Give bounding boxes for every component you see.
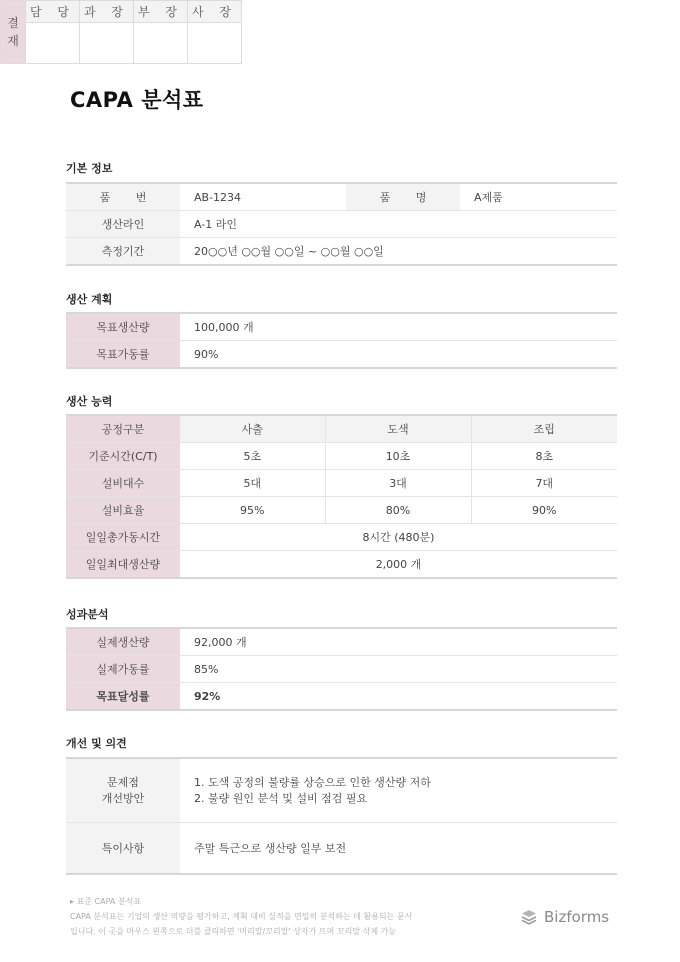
daily-max-value[interactable]: 2,000 개 [180, 551, 617, 579]
footer-line: CAPA 분석표는 기업의 생산 역량을 평가하고, 계획 대비 실적을 면밀히 분석하는 데 활용되는 문서 [70, 912, 413, 921]
approval-side-label: 결 재 [1, 1, 26, 64]
issue-value[interactable] [180, 758, 617, 823]
issue-label-line: 문제점 [107, 775, 139, 789]
cycle-value[interactable]: 5초 [180, 443, 325, 470]
item-no-label: 품 번 [66, 183, 180, 211]
approval-role: 부 장 [134, 1, 188, 23]
process-header: 도색 [325, 415, 471, 443]
eff-label: 설비효율 [66, 497, 180, 524]
approval-role: 과 장 [80, 1, 134, 23]
achieve-label: 목표달성률 [66, 683, 180, 711]
issue-line: 1. 도색 공정의 불량률 상승으로 인한 생산량 저하 [194, 775, 431, 789]
stack-icon [520, 908, 538, 926]
note-label: 특이사항 [66, 823, 180, 875]
target-qty-label: 목표생산량 [66, 313, 180, 341]
eff-value[interactable]: 95% [180, 497, 325, 524]
signature-cell[interactable] [26, 23, 80, 64]
page-title: CAPA 분석표 [70, 88, 204, 112]
cycle-value[interactable]: 8초 [471, 443, 617, 470]
daily-time-label: 일일총가동시간 [66, 524, 180, 551]
performance-table [66, 627, 617, 711]
section-performance: 성과분석 [66, 608, 109, 621]
equip-label: 설비대수 [66, 470, 180, 497]
improvement-table [66, 757, 617, 875]
issue-line: 2. 불량 원인 분석 및 설비 점검 필요 [194, 791, 368, 805]
actual-rate-value[interactable]: 85% [180, 656, 617, 683]
process-label: 공정구분 [66, 415, 180, 443]
approval-role: 사 장 [188, 1, 242, 23]
section-improvement: 개선 및 의견 [66, 737, 127, 750]
basic-info-table [66, 182, 617, 266]
footer-title: ▸ 표준 CAPA 분석표 [70, 894, 412, 909]
approval-box [0, 0, 242, 64]
eff-value[interactable]: 80% [325, 497, 471, 524]
signature-cell[interactable] [80, 23, 134, 64]
daily-time-value[interactable]: 8시간 (480분) [180, 524, 617, 551]
item-name-label: 품 명 [346, 183, 460, 211]
section-plan: 생산 계획 [66, 293, 113, 306]
target-qty-value[interactable]: 100,000 개 [180, 313, 617, 341]
item-no-value[interactable]: AB-1234 [180, 183, 346, 211]
cycle-label: 기준시간(C/T) [66, 443, 180, 470]
actual-qty-label: 실제생산량 [66, 628, 180, 656]
item-name-value[interactable]: A제품 [460, 183, 617, 211]
capacity-table [66, 414, 617, 579]
signature-cell[interactable] [188, 23, 242, 64]
process-header: 사출 [180, 415, 325, 443]
footer [70, 894, 412, 939]
signature-cell[interactable] [134, 23, 188, 64]
approval-role: 담 당 [26, 1, 80, 23]
issue-label [66, 758, 180, 823]
line-label: 생산라인 [66, 211, 180, 238]
period-label: 측정기간 [66, 238, 180, 266]
equip-value[interactable]: 5대 [180, 470, 325, 497]
target-rate-value[interactable]: 90% [180, 341, 617, 369]
section-capacity: 생산 능력 [66, 395, 113, 408]
actual-rate-label: 실제가동률 [66, 656, 180, 683]
bizforms-logo [520, 908, 609, 926]
daily-max-label: 일일최대생산량 [66, 551, 180, 579]
period-value[interactable]: 20○○년 ○○월 ○○일 ~ ○○월 ○○일 [180, 238, 617, 266]
equip-value[interactable]: 7대 [471, 470, 617, 497]
plan-table [66, 312, 617, 369]
target-rate-label: 목표가동률 [66, 341, 180, 369]
eff-value[interactable]: 90% [471, 497, 617, 524]
section-basic-info: 기본 정보 [66, 162, 113, 175]
issue-label-line: 개선방안 [101, 791, 145, 805]
note-value[interactable]: 주말 특근으로 생산량 일부 보전 [180, 823, 617, 875]
achieve-value[interactable]: 92% [180, 683, 617, 711]
actual-qty-value[interactable]: 92,000 개 [180, 628, 617, 656]
logo-text: Bizforms [544, 908, 610, 926]
cycle-value[interactable]: 10초 [325, 443, 471, 470]
process-header: 조립 [471, 415, 617, 443]
footer-line: 입니다. 이 곳을 마우스 왼쪽으로 더블 클릭하면 '머리말/꼬리말' 상자가 뜨며 꼬리말 삭제 가능 [70, 927, 397, 936]
line-value[interactable]: A-1 라인 [180, 211, 617, 238]
equip-value[interactable]: 3대 [325, 470, 471, 497]
